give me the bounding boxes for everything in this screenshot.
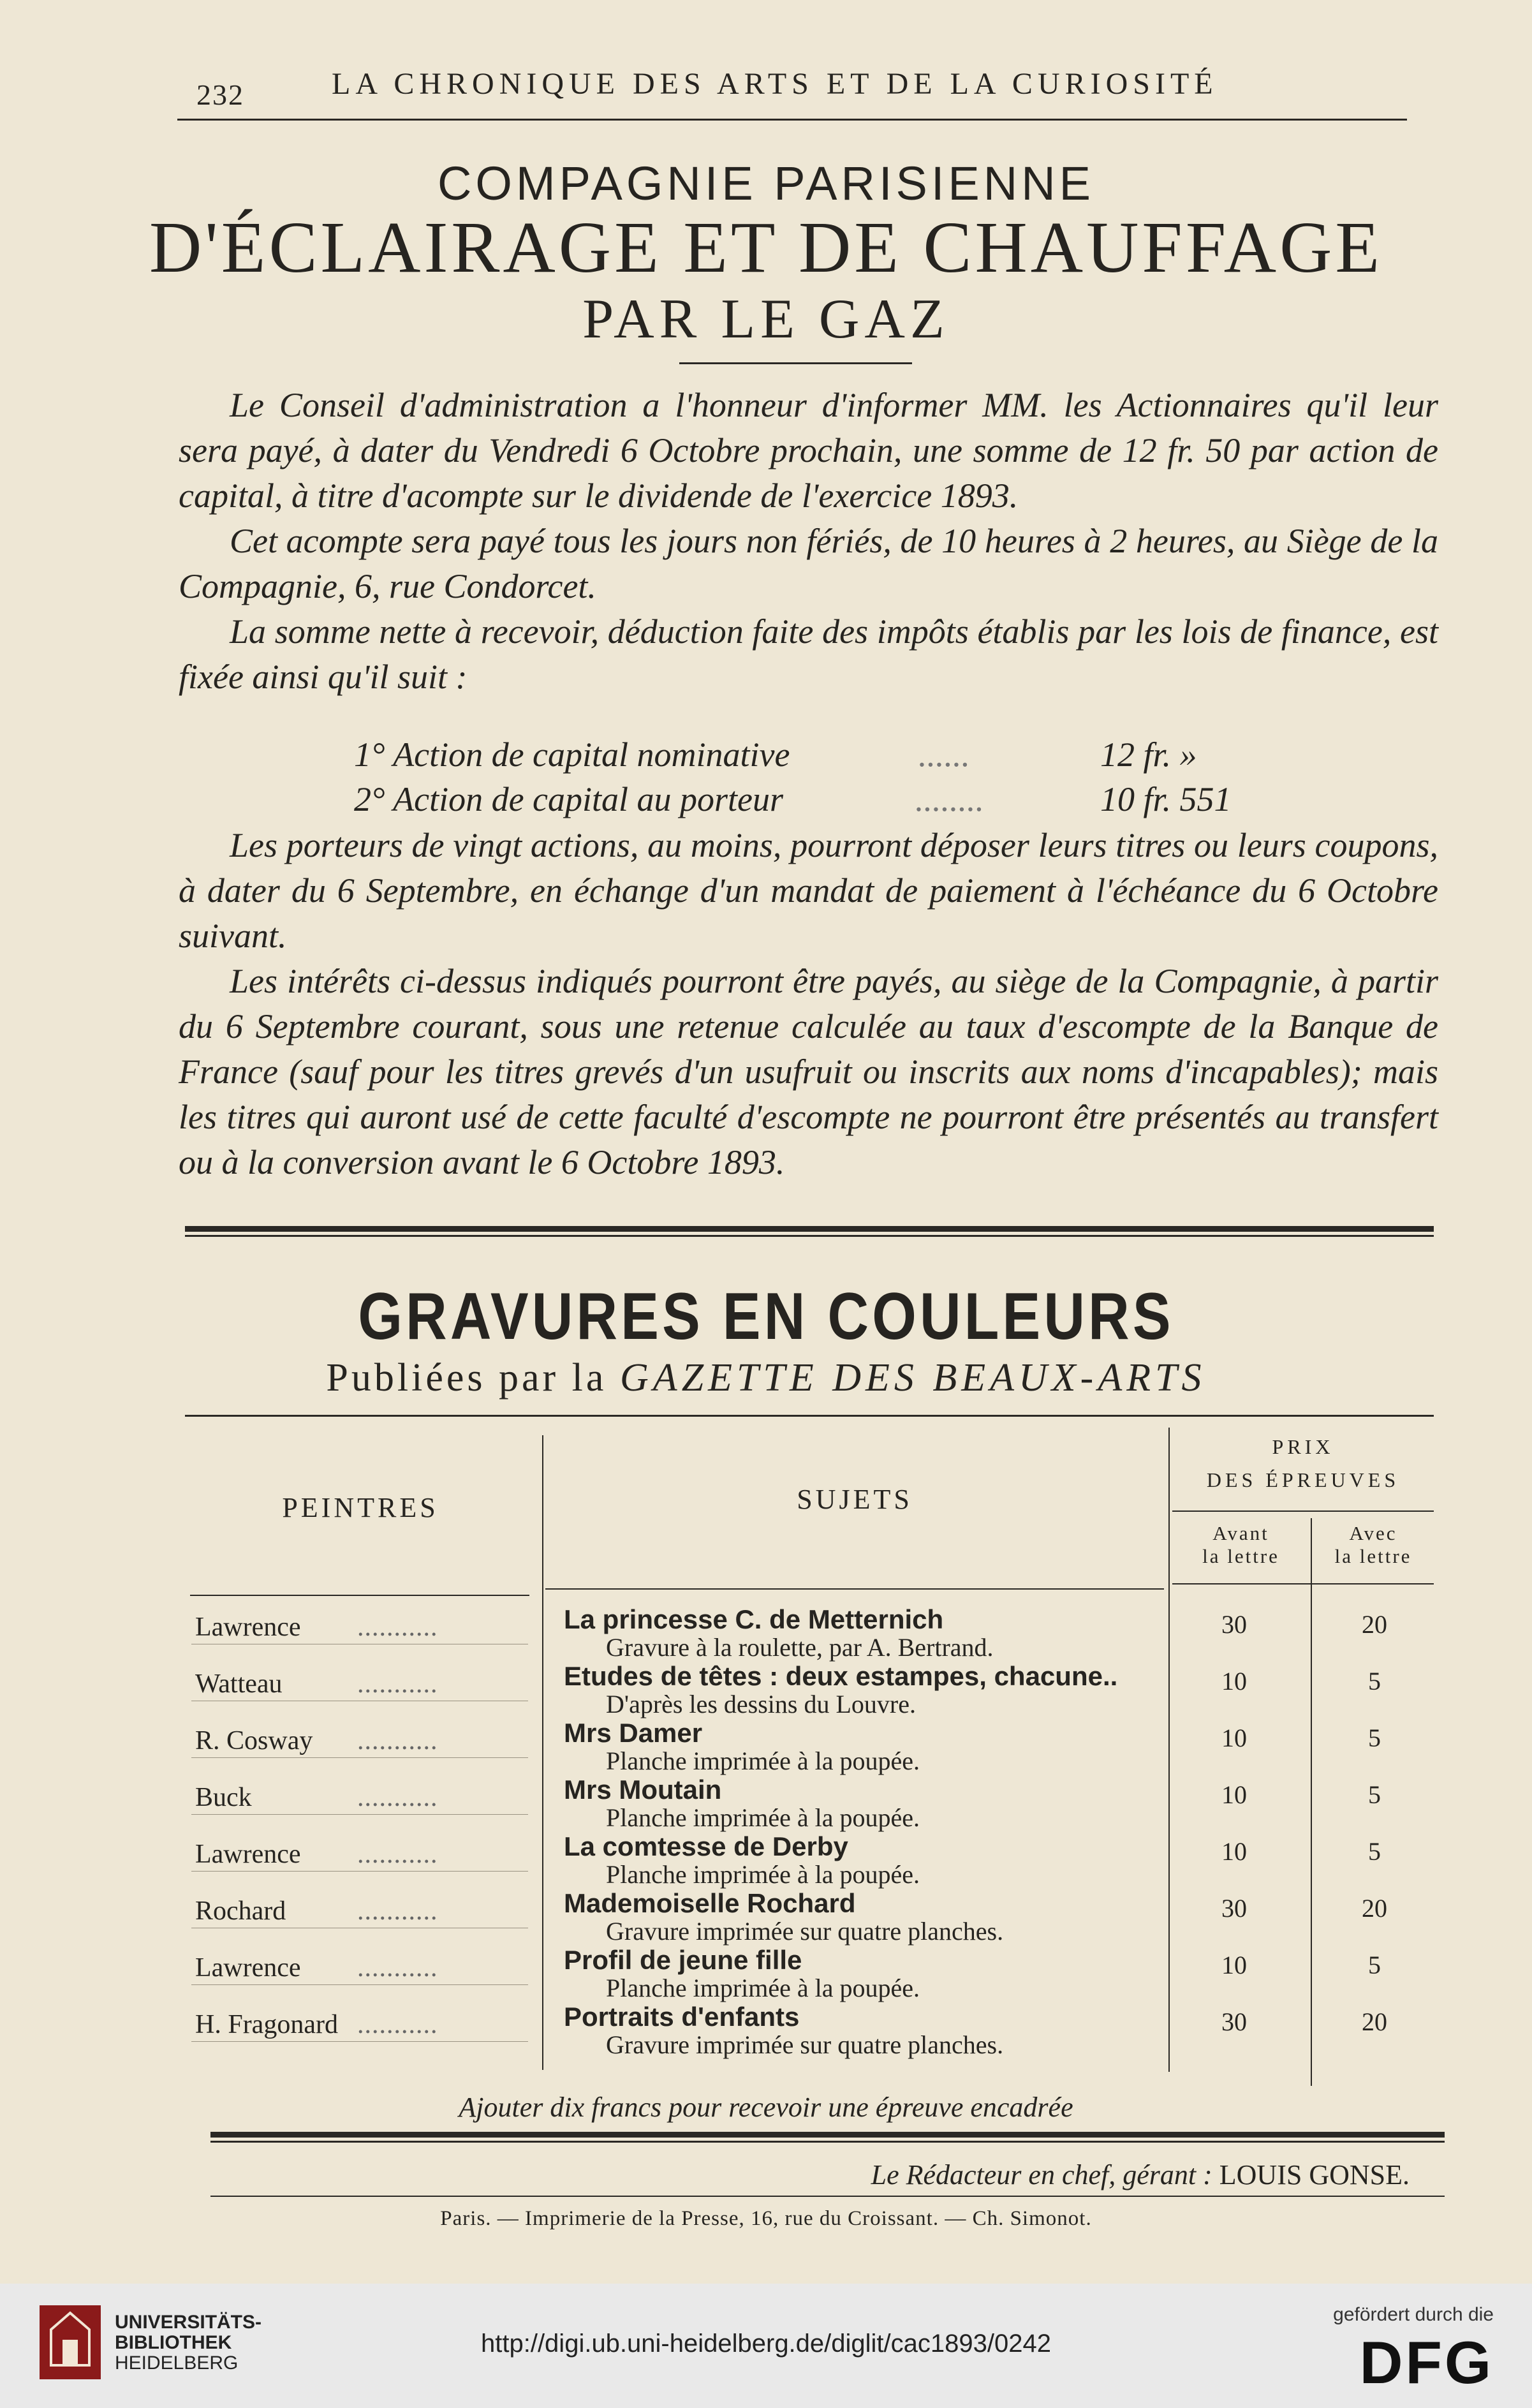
university-name-line3: HEIDELBERG [115, 2353, 239, 2374]
paragraph-1: Le Conseil d'administration a l'honneur d'informer MM. les Actionnaires qu'il leur sera payé, à dater du Vendredi 6 Octobre prochain, une somme de 12 fr. 50 par action de capital, à titre d'acompte sur le dividende de l'exercice 1893. [179, 386, 1438, 515]
painter-leader-dots: ........... [357, 1896, 438, 1926]
table-col-divider-2 [1168, 1428, 1170, 2072]
subject-title: Mrs Moutain [564, 1775, 722, 1805]
company-title-line3: PAR LE GAZ [582, 288, 950, 350]
university-name-line1: UNIVERSITÄTS- [115, 2312, 262, 2333]
section-rule-thin [185, 1235, 1434, 1237]
painter-name: Buck [195, 1783, 252, 1812]
announcement-body [179, 383, 1438, 700]
subject-detail: Planche imprimée à la poupée. [606, 1747, 920, 1775]
subject-detail: D'après les dessins du Louvre. [606, 1690, 916, 1718]
editor-line [871, 2159, 1410, 2191]
subject-detail: Planche imprimée à la poupée. [606, 1974, 920, 2002]
price-avec-lettre: 5 [1368, 1780, 1381, 1809]
price-avant-lettre: 10 [1221, 1951, 1247, 1979]
price-avant-lettre: 10 [1221, 1724, 1247, 1752]
gravures-title: GRAVURES EN COULEURS [358, 1280, 1174, 1354]
editor-name: LOUIS GONSE. [1219, 2159, 1410, 2190]
footer-rule-thick [210, 2132, 1445, 2138]
running-title: LA CHRONIQUE DES ARTS ET DE LA CURIOSITÉ [332, 67, 1218, 101]
col-header-prix-sub: DES ÉPREUVES [1206, 1468, 1400, 1491]
item-1-dots: ...... [918, 735, 970, 774]
item-2-dots: ........ [915, 780, 984, 818]
painter-row-rule [191, 1984, 528, 1985]
prix-header-rule [1172, 1583, 1434, 1584]
item-2-value: 10 fr. 551 [1100, 780, 1232, 818]
painter-name: Lawrence [195, 1840, 301, 1869]
title-underline [679, 362, 912, 364]
subject-title: Mademoiselle Rochard [564, 1888, 856, 1918]
price-avec-lettre: 5 [1368, 1667, 1381, 1695]
printer-imprint: Paris. — Imprimerie de la Presse, 16, rue du Croissant. — Ch. Simonot. [440, 2207, 1092, 2230]
col-header-avec-line1: Avec [1349, 1522, 1397, 1544]
page-number: 232 [196, 78, 244, 111]
col-header-painters: PEINTRES [282, 1492, 439, 1523]
painters-header-rule [190, 1595, 529, 1596]
price-avant-lettre: 30 [1221, 2007, 1247, 2036]
col-header-avec [1313, 1522, 1434, 1568]
prix-sub-rule [1172, 1511, 1434, 1512]
table-col-divider-1 [542, 1435, 543, 2070]
col-header-avec-line2: la lettre [1334, 1545, 1412, 1567]
item-1-label: 1° Action de capital nominative [354, 735, 790, 774]
header-rule [177, 119, 1407, 121]
subject-detail: Gravure imprimée sur quatre planches. [606, 2030, 1004, 2059]
price-avant-lettre: 30 [1221, 1894, 1247, 1923]
section-rule-thick [185, 1226, 1434, 1232]
footer-rule-thin [210, 2141, 1445, 2143]
digital-library-url[interactable]: http://digi.ub.uni-heidelberg.de/diglit/cac1893/0242 [481, 2330, 1051, 2358]
item-1-value: 12 fr. » [1100, 735, 1197, 774]
painter-name: Rochard [195, 1896, 286, 1926]
col-header-avant [1172, 1522, 1309, 1568]
painter-name: R. Cosway [195, 1726, 313, 1755]
painter-name: Lawrence [195, 1953, 301, 1983]
paragraph-2: Cet acompte sera payé tous les jours non fériés, de 10 heures à 2 heures, au Siège de la Compagnie, 6, rue Condorcet. [179, 522, 1438, 605]
gravures-subtitle [0, 1355, 1532, 1401]
subject-detail: Gravure à la roulette, par A. Bertrand. [606, 1633, 994, 1662]
editor-prefix: Le Rédacteur en chef, gérant : [871, 2159, 1212, 2190]
announcement-body-2 [179, 823, 1438, 1185]
imprint-rule [210, 2196, 1445, 2197]
painter-row-rule [191, 1757, 528, 1758]
painter-leader-dots: ........... [357, 1613, 438, 1642]
painter-leader-dots: ........... [357, 1953, 438, 1983]
price-avant-lettre: 10 [1221, 1780, 1247, 1809]
subject-title: Etudes de têtes : deux estampes, chacune.. [564, 1661, 1118, 1691]
subject-title: Mrs Damer [564, 1718, 703, 1748]
paragraph-5: Les intérêts ci-dessus indiqués pourront être payés, au siège de la Compagnie, à partir du 6 Septembre courant, sous une retenue calculée au taux d'escompte de la Banque de France (sauf pour les titres grevés d'un usufruit ou inscrits aux noms d'incapables); mais les titres qui auront usé de cette faculté d'escompte ne pourront être présentés au transfert ou à la conversion avant le 6 Octobre 1893. [179, 962, 1438, 1181]
subject-detail: Gravure imprimée sur quatre planches. [606, 1917, 1004, 1946]
paragraph-3: La somme nette à recevoir, déduction faite des impôts établis par les lois de finance, est fixée ainsi qu'il suit : [179, 612, 1438, 696]
price-avec-lettre: 5 [1368, 1951, 1381, 1979]
painter-leader-dots: ........... [357, 1783, 438, 1812]
price-avec-lettre: 20 [1362, 2007, 1387, 2036]
subject-title: La comtesse de Derby [564, 1831, 848, 1861]
company-title-line1: COMPAGNIE PARISIENNE [437, 157, 1095, 210]
painter-leader-dots: ........... [357, 1840, 438, 1869]
painter-row-rule [191, 2041, 528, 2042]
col-header-prix: PRIX [1272, 1435, 1334, 1458]
col-header-avant-line1: Avant [1212, 1522, 1269, 1544]
item-2-label: 2° Action de capital au porteur [354, 780, 784, 818]
subject-title: Profil de jeune fille [564, 1945, 802, 1975]
subject-detail: Planche imprimée à la poupée. [606, 1860, 920, 1889]
painter-name: H. Fragonard [195, 2010, 338, 2039]
dfg-logo: DFG [1359, 2329, 1494, 2396]
subject-title: La princesse C. de Metternich [564, 1604, 944, 1634]
price-avant-lettre: 10 [1221, 1667, 1247, 1695]
funding-note: gefördert durch die [1333, 2304, 1494, 2325]
painter-row-rule [191, 1814, 528, 1815]
price-avec-lettre: 5 [1368, 1724, 1381, 1752]
gravures-subtitle-source: GAZETTE DES BEAUX-ARTS [619, 1356, 1206, 1400]
subjects-header-rule [545, 1588, 1164, 1590]
paragraph-4: Les porteurs de vingt actions, au moins, pourront déposer leurs titres ou leurs coupons, à dater du 6 Septembre, en échange d'un mandat de paiement à l'échéance du 6 Octobre suivant. [179, 826, 1438, 955]
gravures-subtitle-prefix: Publiées par la [326, 1356, 607, 1400]
price-avant-lettre: 30 [1221, 1610, 1247, 1639]
table-col-divider-3 [1311, 1518, 1312, 2086]
framing-note: Ajouter dix francs pour recevoir une épreuve encadrée [459, 2092, 1073, 2123]
table-top-rule [185, 1415, 1434, 1417]
price-avant-lettre: 10 [1221, 1837, 1247, 1866]
painter-name: Watteau [195, 1669, 283, 1699]
price-avec-lettre: 5 [1368, 1837, 1381, 1866]
painter-leader-dots: ........... [357, 2010, 438, 2039]
price-avec-lettre: 20 [1362, 1610, 1387, 1639]
painter-leader-dots: ........... [357, 1669, 438, 1699]
subject-detail: Planche imprimée à la poupée. [606, 1803, 920, 1832]
col-header-subjects: SUJETS [797, 1484, 913, 1515]
painter-row-rule [191, 1871, 528, 1872]
company-title-line2: D'ÉCLAIRAGE ET DE CHAUFFAGE [149, 207, 1383, 288]
col-header-avant-line2: la lettre [1202, 1545, 1279, 1567]
subject-title: Portraits d'enfants [564, 2002, 800, 2032]
painter-name: Lawrence [195, 1613, 301, 1642]
university-name-line2: BIBLIOTHEK [115, 2332, 232, 2353]
price-avec-lettre: 20 [1362, 1894, 1387, 1923]
painter-leader-dots: ........... [357, 1726, 438, 1755]
